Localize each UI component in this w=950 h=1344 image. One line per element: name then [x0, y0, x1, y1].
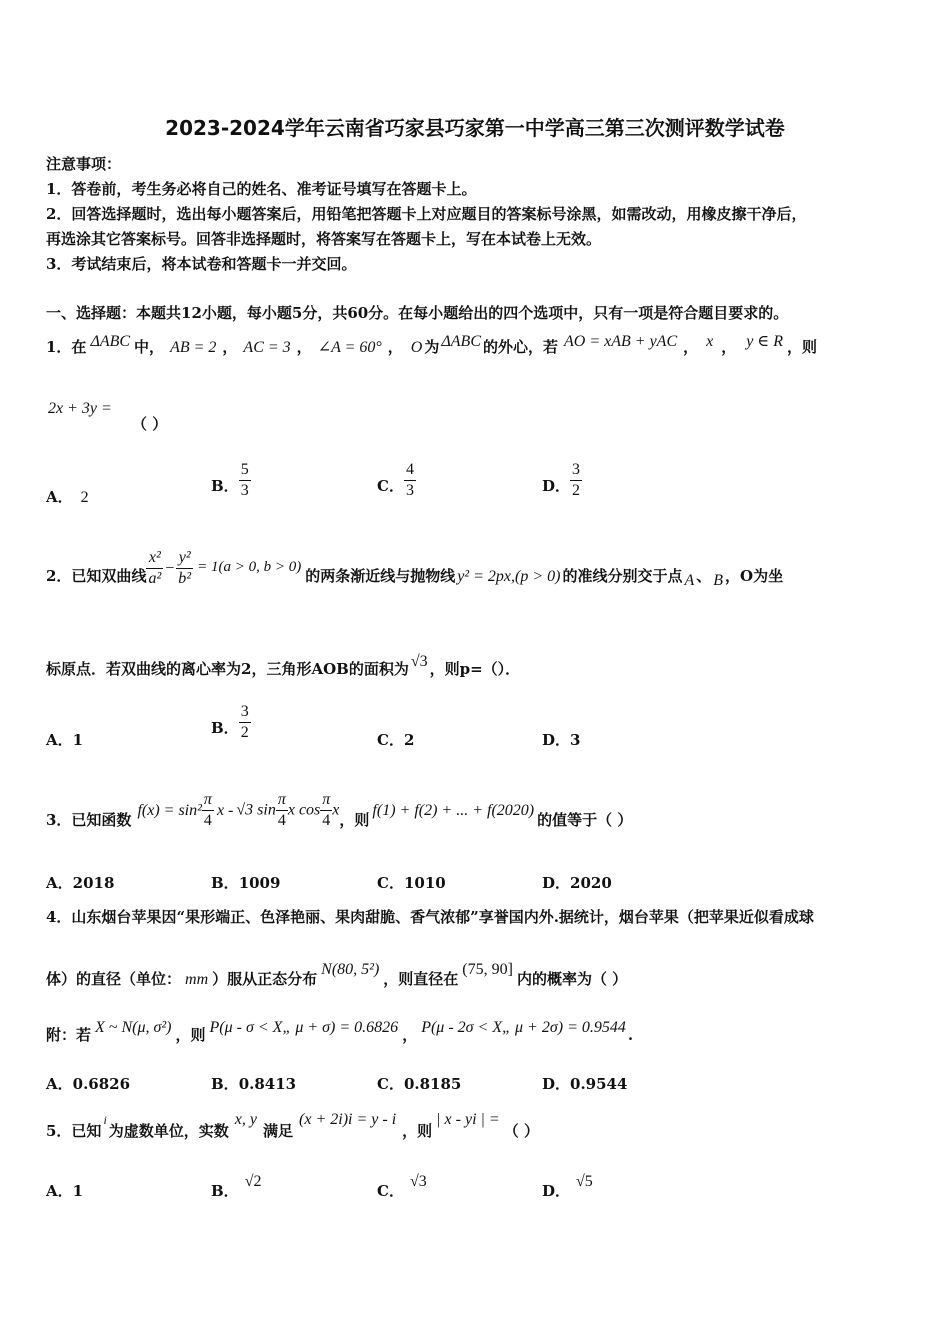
point-a: A [684, 571, 695, 589]
notice-line-2b: 再选涂其它答案标号。回答非选择题时，将答案写在答题卡上，写在本试卷上无效。 [46, 230, 602, 248]
q2-condition: = 1(a > 0, b > 0) [197, 558, 302, 575]
numerator: π [320, 790, 332, 811]
question-3 [46, 790, 632, 831]
option-value: 0.8413 [238, 1075, 297, 1093]
q5-text: 为虚数单位，实数 [108, 1122, 229, 1140]
numerator: π [276, 790, 288, 811]
q1-option-a [46, 486, 89, 507]
q1-option-c [377, 460, 416, 501]
section-heading: 一、选择题：本题共12小题，每小题5分，共60分。在每小题给出的四个选项中，只有一项是符合题目要求的。 [46, 304, 789, 322]
q1-math: O [410, 339, 423, 356]
option-value: √5 [576, 1173, 593, 1190]
denominator: 4 [322, 812, 331, 829]
q3-option-c [377, 872, 446, 893]
option-value: 2020 [570, 874, 612, 892]
q1-text: 1．在 [46, 338, 87, 356]
q3-sum: f(1) + f(2) + ... + f(2020) [372, 801, 535, 819]
q2-text: 的两条渐近线与抛物线 [305, 566, 456, 585]
option-label: D． [542, 476, 571, 495]
q1-math: AB = 2 [170, 339, 217, 356]
q4-probability: P(μ - σ < X„ μ + σ) = 0.6826 [209, 1019, 399, 1036]
q1-option-b [211, 460, 251, 501]
q1-text: ， [222, 338, 238, 356]
denominator: b² [178, 570, 192, 587]
q5-option-b [211, 1170, 262, 1200]
notice-line-3: 3．考试结束后，将本试卷和答题卡一并交回。 [46, 255, 357, 273]
question-4-note [46, 1016, 634, 1044]
denominator: 2 [572, 482, 581, 499]
q5-option-c [377, 1170, 427, 1200]
option-label: A． [46, 1075, 73, 1093]
q4-option-a [46, 1073, 130, 1094]
fraction [202, 790, 214, 831]
q1-text: 为 [424, 338, 440, 356]
option-label: C． [377, 476, 404, 495]
q4-text: ，则 [175, 1026, 206, 1044]
fraction [570, 460, 582, 501]
denominator: 3 [405, 482, 414, 499]
q4-text: 附：若 [46, 1026, 92, 1044]
q1-text: 的外心，若 [482, 338, 558, 356]
q2-text: 的准线分别交于点 [562, 566, 683, 585]
q2-option-c [377, 729, 414, 750]
question-4-line-1: 4．山东烟台苹果因“果形端正、色泽艳丽、果肉甜脆、香气浓郁”享誉国内外.据统计，烟台苹果（把苹果近似看成球 [46, 908, 814, 926]
question-1 [46, 333, 817, 357]
denominator: 4 [277, 812, 286, 829]
q4-option-d [542, 1073, 627, 1094]
q3-math: x cos [287, 801, 321, 819]
q3-option-a [46, 872, 114, 893]
q1-text: ， [387, 338, 403, 356]
option-label: D． [542, 1182, 571, 1200]
question-2-cont [46, 650, 521, 678]
q1-text: 中， [134, 338, 165, 356]
option-label: A． [46, 874, 73, 892]
q1-math: ΔABC [90, 333, 131, 350]
fraction [146, 548, 163, 589]
q5-imaginary-unit: i [103, 1113, 107, 1127]
q1-math: ∠A = 60° [317, 339, 382, 356]
q1-math: AO = xAB + yAC [564, 333, 678, 350]
q3-function: f(x) = sin² [137, 801, 202, 819]
question-4-line-2 [46, 958, 628, 988]
q4-interval: (75, 90] [462, 961, 513, 978]
option-value: 1 [72, 731, 84, 749]
option-label: D． [542, 874, 571, 892]
q2-parabola: y² = 2px,(p > 0) [457, 567, 561, 585]
q3-text: 3．已知函数 [46, 810, 132, 829]
q5-option-a [46, 1180, 83, 1201]
q2-text: ，则p=（）． [429, 660, 521, 678]
option-value: 3 [570, 731, 581, 749]
q1-expression: 2x + 3y = [48, 400, 112, 417]
notice-line-1: 1．答卷前，考生务必将自己的姓名、准考证号填写在答题卡上。 [46, 180, 477, 198]
q5-text: 满足 [263, 1122, 294, 1140]
q4-probability: P(μ - 2σ < X„ μ + 2σ) = 0.9544 [421, 1019, 626, 1036]
option-value: 0.9544 [570, 1075, 628, 1093]
option-value: 1009 [238, 874, 281, 892]
q1-text: ，则 [786, 338, 817, 356]
sqrt-3: √3 [410, 653, 428, 670]
fraction [176, 548, 193, 589]
q5-text: （ ） [503, 1122, 539, 1140]
q2-option-d [542, 729, 580, 750]
option-label: C． [377, 1182, 404, 1200]
point-b: B [713, 571, 724, 589]
fraction [239, 702, 251, 743]
q1-math: ΔABC [441, 333, 481, 350]
q2-option-a [46, 729, 83, 750]
q3-math: x [332, 801, 340, 819]
option-label: B． [211, 1182, 239, 1200]
question-2 [46, 548, 783, 589]
q1-answer-paren: （ ） [132, 415, 168, 433]
option-value: 2 [403, 731, 415, 749]
q1-text: ， [721, 338, 737, 356]
q1-math: x [706, 333, 714, 350]
option-value: 2 [80, 489, 89, 506]
option-label: B． [211, 718, 239, 737]
option-value: 1010 [403, 874, 446, 892]
fraction [320, 790, 332, 831]
option-label: A． [46, 488, 73, 506]
numerator: x² [146, 548, 163, 569]
q4-dist: X ~ N(μ, σ²) [95, 1019, 172, 1036]
q3-option-b [211, 872, 280, 893]
q4-text: . [627, 1026, 634, 1044]
q1-math: AC = 3 [243, 339, 291, 356]
q3-option-d [542, 872, 612, 893]
q3-text: 的值等于（ ） [537, 810, 633, 829]
denominator: a² [148, 570, 162, 587]
option-label: C． [377, 874, 404, 892]
q5-option-d [542, 1170, 593, 1200]
q4-distribution: N(80, 5²) [321, 961, 380, 978]
numerator: y² [176, 548, 193, 569]
q2-option-b [211, 702, 251, 743]
q2-text: 标原点．若双曲线的离心率为2，三角形AOB的面积为 [46, 660, 409, 678]
q4-text: ，则直径在 [383, 970, 459, 988]
denominator: 2 [240, 724, 249, 741]
q2-text: 2．已知双曲线 [46, 566, 147, 585]
fraction [404, 460, 416, 501]
option-label: B． [211, 1075, 239, 1093]
option-value: √2 [244, 1173, 262, 1190]
q3-math: √3 sin [236, 801, 276, 819]
q1-option-d [542, 460, 582, 501]
numerator: 5 [239, 460, 251, 481]
fraction [276, 790, 288, 831]
page-title: 2023-2024学年云南省巧家县巧家第一中学高三第三次测评数学试卷 [165, 116, 785, 140]
option-value: 0.6826 [72, 1075, 131, 1093]
numerator: 3 [570, 460, 582, 481]
q4-text: 内的概率为（ ） [516, 970, 628, 988]
q4-text: ）服从正态分布 [212, 970, 318, 988]
option-label: C． [377, 1075, 404, 1093]
option-label: B． [211, 874, 239, 892]
q4-unit: mm [185, 971, 209, 988]
q1-text: ， [683, 338, 699, 356]
numerator: 4 [404, 460, 416, 481]
option-label: C． [377, 731, 404, 749]
q5-abs: | x - yi | = [436, 1111, 500, 1128]
option-label: B． [211, 476, 239, 495]
option-label: D． [542, 731, 571, 749]
q5-text: 5．已知 [46, 1122, 102, 1140]
numerator: π [202, 790, 214, 811]
option-value: √3 [409, 1173, 427, 1190]
notice-heading: 注意事项： [46, 155, 122, 173]
option-value: 0.8185 [403, 1075, 462, 1093]
q5-equation: (x + 2i)i = y - i [299, 1111, 397, 1128]
q2-text: 、 [696, 566, 712, 585]
q5-text: ，则 [402, 1122, 433, 1140]
q1-math: y ∈ R [746, 333, 783, 350]
question-5 [46, 1108, 539, 1140]
option-value: 1 [72, 1182, 84, 1200]
option-label: A． [46, 731, 73, 749]
option-value: 2018 [72, 874, 115, 892]
option-label: A． [46, 1182, 73, 1200]
q4-text: ， [402, 1026, 418, 1044]
q3-text: ，则 [339, 810, 370, 829]
q1-text: ， [296, 338, 312, 356]
q4-option-c [377, 1073, 461, 1094]
minus-sign: − [165, 559, 175, 577]
q4-text: 体）的直径（单位： [46, 970, 182, 988]
denominator: 4 [203, 812, 212, 829]
q3-math: x - [216, 801, 234, 819]
notice-line-2a: 2．回答选择题时，选出每小题答案后，用铅笔把答题卡上对应题目的答案标号涂黑，如需改动，用橡皮擦干净后， [46, 205, 807, 223]
q5-variables: x, y [234, 1111, 257, 1128]
q4-option-b [211, 1073, 296, 1094]
q2-text: ，O为坐 [725, 566, 784, 585]
fraction [239, 460, 251, 501]
option-label: D． [542, 1075, 571, 1093]
denominator: 3 [240, 482, 249, 499]
numerator: 3 [239, 702, 251, 723]
